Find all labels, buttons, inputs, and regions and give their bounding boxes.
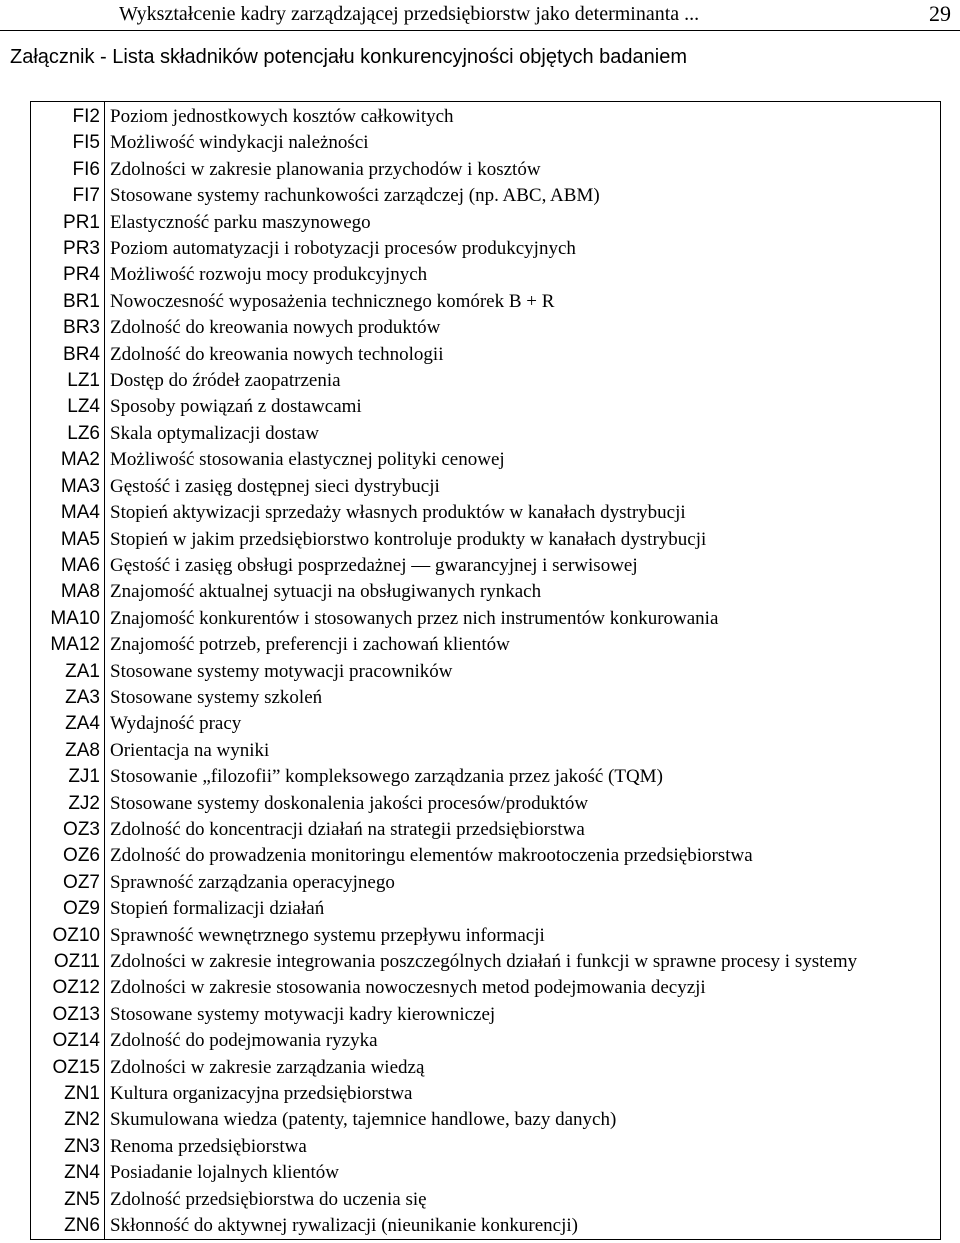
factor-code: MA8 xyxy=(31,579,105,605)
factor-table xyxy=(30,101,941,1240)
factor-description: Orientacja na wyniki xyxy=(110,739,270,761)
factor-code: PR4 xyxy=(31,262,105,288)
factor-row xyxy=(31,1081,941,1107)
factor-row xyxy=(31,421,941,447)
factor-code: FI2 xyxy=(31,102,105,131)
factor-row xyxy=(31,579,941,605)
factor-row xyxy=(31,210,941,236)
factor-description: Możliwość stosowania elastycznej polityki cenowej xyxy=(110,449,505,471)
factor-description: Stosowane systemy motywacji kadry kierowniczej xyxy=(110,1003,496,1025)
factor-row xyxy=(31,474,941,500)
factor-row xyxy=(31,1107,941,1133)
factor-code: OZ12 xyxy=(31,975,105,1001)
factor-description: Skumulowana wiedza (patenty, tajemnice handlowe, bazy danych) xyxy=(110,1109,617,1131)
factor-row xyxy=(31,632,941,658)
factor-row xyxy=(31,394,941,420)
factor-description: Zdolności w zakresie planowania przychodów i kosztów xyxy=(110,158,541,180)
factor-code: OZ14 xyxy=(31,1028,105,1054)
factor-description: Posiadanie lojalnych klientów xyxy=(110,1162,340,1184)
factor-code: OZ7 xyxy=(31,870,105,896)
factor-description: Dostęp do źródeł zaopatrzenia xyxy=(110,370,341,392)
factor-row xyxy=(31,500,941,526)
factor-row xyxy=(31,896,941,922)
factor-row xyxy=(31,368,941,394)
factor-code: OZ13 xyxy=(31,1002,105,1028)
factor-description: Skala optymalizacji dostaw xyxy=(110,422,319,444)
factor-code: BR1 xyxy=(31,289,105,315)
factor-description: Stopień formalizacji działań xyxy=(110,898,325,920)
factor-row xyxy=(31,659,941,685)
factor-code: MA12 xyxy=(31,632,105,658)
factor-code: ZA4 xyxy=(31,711,105,737)
factor-description: Stopień aktywizacji sprzedaży własnych produktów w kanałach dystrybucji xyxy=(110,502,686,524)
factor-description: Zdolność przedsiębiorstwa do uczenia się xyxy=(110,1188,427,1210)
factor-code: OZ3 xyxy=(31,817,105,843)
factor-row xyxy=(31,975,941,1001)
factor-code: OZ6 xyxy=(31,843,105,869)
factor-description: Możliwość windykacji należności xyxy=(110,132,369,154)
factor-row xyxy=(31,764,941,790)
factor-description: Znajomość aktualnej sytuacji na obsługiwanych rynkach xyxy=(110,581,542,603)
factor-description: Możliwość rozwoju mocy produkcyjnych xyxy=(110,264,428,286)
factor-row xyxy=(31,289,941,315)
factor-code: ZA8 xyxy=(31,738,105,764)
factor-code: BR4 xyxy=(31,342,105,368)
factor-code: LZ1 xyxy=(31,368,105,394)
factor-code: MA2 xyxy=(31,447,105,473)
factor-description: Wydajność pracy xyxy=(110,713,242,735)
factor-description: Renoma przedsiębiorstwa xyxy=(110,1135,307,1157)
factor-description: Stosowane systemy doskonalenia jakości procesów/produktów xyxy=(110,792,589,814)
factor-row xyxy=(31,183,941,209)
factor-code: LZ6 xyxy=(31,421,105,447)
factor-description: Stopień w jakim przedsiębiorstwo kontroluje produkty w kanałach dystrybucji xyxy=(110,528,707,550)
factor-description: Gęstość i zasięg dostępnej sieci dystrybucji xyxy=(110,475,440,497)
factor-code: ZN2 xyxy=(31,1107,105,1133)
factor-description: Zdolności w zakresie zarządzania wiedzą xyxy=(110,1056,425,1078)
factor-code: ZN6 xyxy=(31,1213,105,1240)
factor-row xyxy=(31,870,941,896)
factor-description: Zdolność do kreowania nowych produktów xyxy=(110,317,441,339)
factor-code: FI6 xyxy=(31,157,105,183)
factor-code: LZ4 xyxy=(31,394,105,420)
factor-description: Stosowane systemy szkoleń xyxy=(110,686,323,708)
factor-code: ZA1 xyxy=(31,659,105,685)
factor-description: Zdolności w zakresie integrowania poszczególnych działań i funkcji w sprawne procesy i systemy xyxy=(110,951,858,972)
factor-row xyxy=(31,711,941,737)
factor-description: Zdolności w zakresie stosowania nowoczesnych metod podejmowania decyzji xyxy=(110,977,706,999)
factor-description: Stosowane systemy rachunkowości zarządczej (np. ABC, ABM) xyxy=(110,185,600,207)
factor-code: ZJ1 xyxy=(31,764,105,790)
factor-description: Znajomość konkurentów i stosowanych przez nich instrumentów konkurowania xyxy=(110,607,719,629)
factor-code: ZN3 xyxy=(31,1134,105,1160)
factor-code: MA5 xyxy=(31,527,105,553)
factor-description: Poziom jednostkowych kosztów całkowitych xyxy=(110,106,454,127)
factor-row xyxy=(31,1160,941,1186)
factor-row xyxy=(31,553,941,579)
factor-row xyxy=(31,843,941,869)
factor-description: Zdolność do prowadzenia monitoringu elementów makrootoczenia przedsiębiorstwa xyxy=(110,845,753,867)
factor-row xyxy=(31,1213,941,1240)
factor-code: MA10 xyxy=(31,606,105,632)
header-divider xyxy=(0,30,960,31)
factor-description: Zdolność do koncentracji działań na strategii przedsiębiorstwa xyxy=(110,818,585,840)
factor-row xyxy=(31,527,941,553)
factor-code: FI7 xyxy=(31,183,105,209)
factor-description: Skłonność do aktywnej rywalizacji (nieunikanie konkurencji) xyxy=(110,1215,579,1237)
factor-row xyxy=(31,157,941,183)
factor-code: ZN1 xyxy=(31,1081,105,1107)
factor-row xyxy=(31,817,941,843)
factor-code: OZ15 xyxy=(31,1055,105,1081)
factor-table-body xyxy=(31,102,941,1240)
factor-description: Nowoczesność wyposażenia technicznego komórek B + R xyxy=(110,290,555,312)
factor-row xyxy=(31,262,941,288)
factor-code: PR1 xyxy=(31,210,105,236)
factor-row xyxy=(31,130,941,156)
factor-row xyxy=(31,923,941,949)
factor-description: Stosowanie „filozofii” kompleksowego zarządzania przez jakość (TQM) xyxy=(110,766,663,788)
factor-code: PR3 xyxy=(31,236,105,262)
factor-row xyxy=(31,738,941,764)
factor-row xyxy=(31,315,941,341)
factor-row xyxy=(31,949,941,975)
factor-row xyxy=(31,791,941,817)
factor-row xyxy=(31,606,941,632)
factor-description: Gęstość i zasięg obsługi posprzedażnej — gwarancyjnej i serwisowej xyxy=(110,554,638,576)
factor-code: ZJ2 xyxy=(31,791,105,817)
factor-code: MA4 xyxy=(31,500,105,526)
factor-row xyxy=(31,447,941,473)
factor-description: Sposoby powiązań z dostawcami xyxy=(110,396,362,418)
factor-row xyxy=(31,1134,941,1160)
factor-code: FI5 xyxy=(31,130,105,156)
factor-description: Kultura organizacyjna przedsiębiorstwa xyxy=(110,1083,413,1105)
factor-row xyxy=(31,1028,941,1054)
factor-code: MA3 xyxy=(31,474,105,500)
factor-description: Elastyczność parku maszynowego xyxy=(110,211,371,233)
factor-code: ZN5 xyxy=(31,1187,105,1213)
factor-code: OZ10 xyxy=(31,923,105,949)
factor-code: OZ11 xyxy=(31,949,105,975)
factor-description: Sprawność wewnętrznego systemu przepływu informacji xyxy=(110,924,545,946)
appendix-title: Załącznik - Lista składników potencjału konkurencyjności objętych badaniem xyxy=(10,46,688,68)
factor-description: Poziom automatyzacji i robotyzacji procesów produkcyjnych xyxy=(110,238,576,260)
factor-code: BR3 xyxy=(31,315,105,341)
factor-code: ZN4 xyxy=(31,1160,105,1186)
factor-description: Stosowane systemy motywacji pracowników xyxy=(110,660,453,682)
factor-row xyxy=(31,1002,941,1028)
factor-row xyxy=(31,685,941,711)
factor-description: Sprawność zarządzania operacyjnego xyxy=(110,871,395,893)
factor-row xyxy=(31,342,941,368)
factor-row xyxy=(31,1055,941,1081)
factor-description: Zdolność do podejmowania ryzyka xyxy=(110,1030,378,1052)
page-number: 29 xyxy=(929,1,951,26)
factor-row xyxy=(31,236,941,262)
factor-row xyxy=(31,1187,941,1213)
factor-code: OZ9 xyxy=(31,896,105,922)
factor-code: MA6 xyxy=(31,553,105,579)
factor-description: Znajomość potrzeb, preferencji i zachowań klientów xyxy=(110,634,510,656)
factor-description: Zdolność do kreowania nowych technologii xyxy=(110,343,444,365)
running-header-title: Wykształcenie kadry zarządzającej przedsiębiorstw jako determinanta ... xyxy=(119,3,700,25)
factor-row xyxy=(31,102,941,131)
factor-code: ZA3 xyxy=(31,685,105,711)
